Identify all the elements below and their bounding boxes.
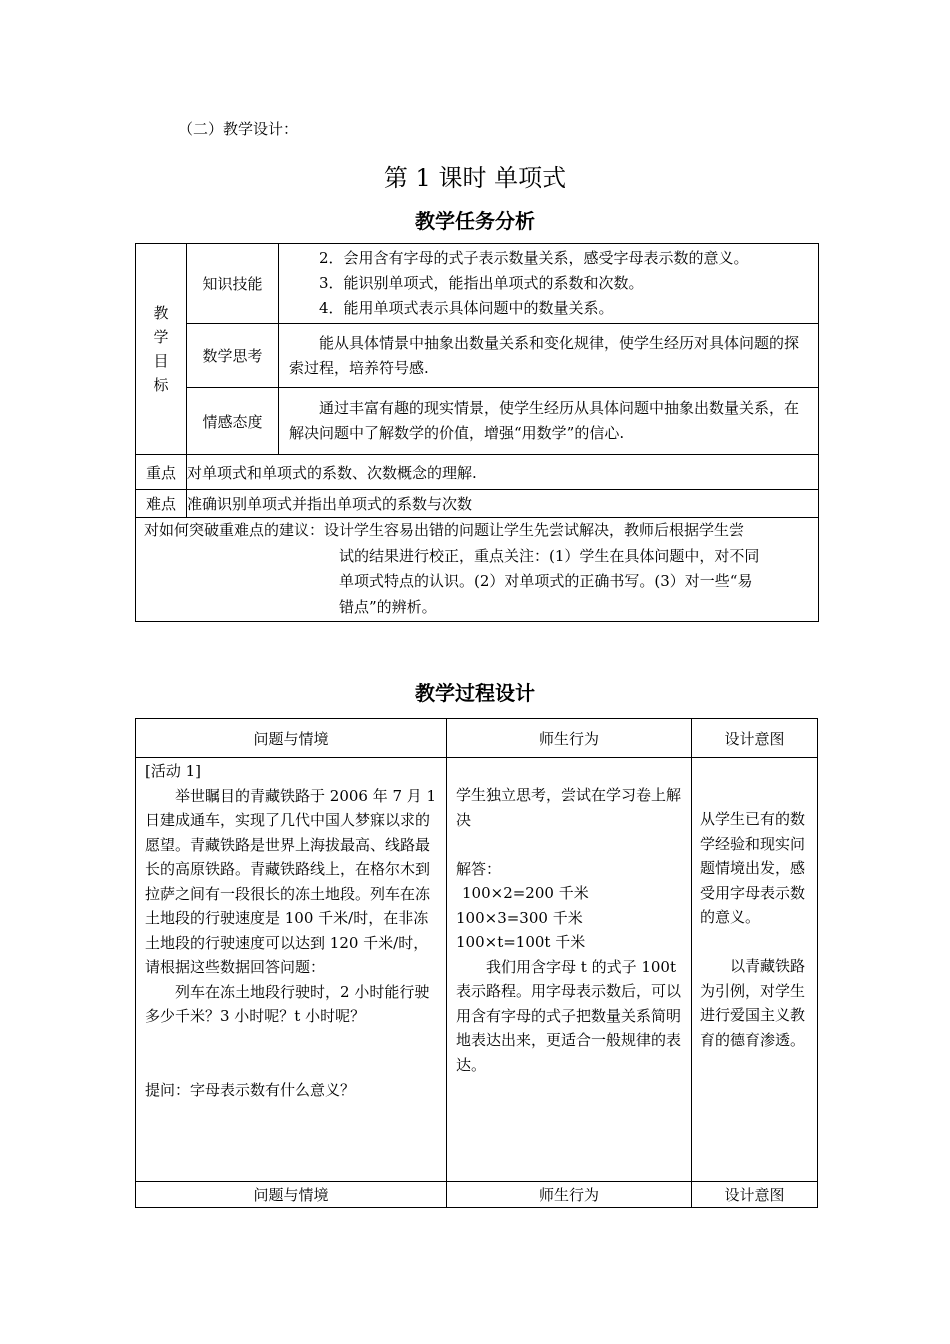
behavior-cell [447,758,692,1182]
attitude-content: 通过丰富有趣的现实情景，使学生经历从具体问题中抽象出数量关系，在解决问题中了解数学的价值，增强“用数学”的信心. [279,388,819,455]
process-heading: 教学过程设计 [415,681,535,705]
header-situation: 问题与情境 [136,719,447,758]
task-analysis-table [135,243,819,622]
intent-paragraph: 从学生已有的数学经验和现实问题情境出发，感受用字母表示数的意义。 [700,810,806,926]
behavior-summary: 我们用含字母 t 的式子 100t 表示路程。用字母表示数后，可以用含有字母的式子把数量关系简明地表达出来，更适合一般规律的表达。 [456,957,682,1074]
difficulty-text: 准确识别单项式并指出单项式的系数与次数 [187,490,819,518]
process-table [135,718,818,1208]
activity-paragraph: 举世瞩目的青藏铁路于 2006 年 7 月 1 日建成通车，实现了几代中国人梦寐以求的愿望。青藏铁路是世界上海拔最高、线路最长的高原铁路。青藏铁路线上，在格尔木到拉萨之间有一段很长的冻土地段。列车在冻土地段的行驶速度是 100 千米/时，在非冻土地段的行驶速度可以达到 120 千米/时，请根据这些数据回答问题： [145,786,437,976]
intent-cell [692,758,818,1182]
intent-paragraph: 以青藏铁路为引例，对学生进行爱国主义教育的德育渗透。 [700,957,806,1049]
goal-label-cell [136,244,187,455]
header-intent: 设计意图 [692,719,818,758]
situation-cell [136,758,447,1182]
suggestion-line: 设计学生容易出错的问题让学生先尝试解决，教师后根据学生尝 [324,521,745,539]
thinking-label: 数学思考 [187,324,279,388]
footer-behavior: 师生行为 [447,1182,692,1208]
answer-line: 100×2=200 千米 [462,884,589,902]
header-behavior: 师生行为 [447,719,692,758]
attitude-label: 情感态度 [187,388,279,455]
activity-prompt: 提问：字母表示数有什么意义？ [145,1080,356,1099]
task-analysis-heading: 教学任务分析 [415,209,535,233]
suggestion-line: 试的结果进行校正，重点关注：(1）学生在具体问题中，对不同 [339,546,760,565]
suggestion-cell [136,518,819,622]
goal-label: 教 学 目 标 [153,304,169,394]
knowledge-label: 知识技能 [187,244,279,324]
suggestion-label: 对如何突破重难点的建议： [144,521,325,539]
activity-question: 列车在冻土地段行驶时，2 小时能行驶多少千米？3 小时呢？t 小时呢？ [145,982,430,1025]
answer-line: 100×3=300 千米 [456,908,583,927]
section-label: （二）教学设计： [178,120,299,138]
suggestion-line: 单项式特点的认识。(2）对单项式的正确书写。(3）对一些“易 [339,572,753,590]
knowledge-item: 4．能用单项式表示具体问题中的数量关系。 [319,299,614,317]
footer-situation: 问题与情境 [136,1182,447,1208]
difficulty-label: 难点 [136,490,187,518]
key-point-label: 重点 [136,455,187,490]
suggestion-line: 错点”的辨析。 [339,597,437,616]
answer-label: 解答： [456,859,502,878]
lesson-title: 第 1 课时 单项式 [383,164,567,192]
answer-line: 100×t=100t 千米 [456,933,586,951]
key-point-text: 对单项式和单项式的系数、次数概念的理解. [187,455,819,490]
activity-tag: [活动 1] [145,762,202,780]
behavior-intro: 学生独立思考，尝试在学习卷上解决 [456,786,682,829]
thinking-content: 能从具体情景中抽象出数量关系和变化规律，使学生经历对具体问题的探索过程，培养符号感. [279,324,819,388]
knowledge-item: 3．能识别单项式，能指出单项式的系数和次数。 [319,274,644,292]
knowledge-content [279,244,819,324]
footer-intent: 设计意图 [692,1182,818,1208]
knowledge-item: 2．会用含有字母的式子表示数量关系，感受字母表示数的意义。 [319,249,749,267]
